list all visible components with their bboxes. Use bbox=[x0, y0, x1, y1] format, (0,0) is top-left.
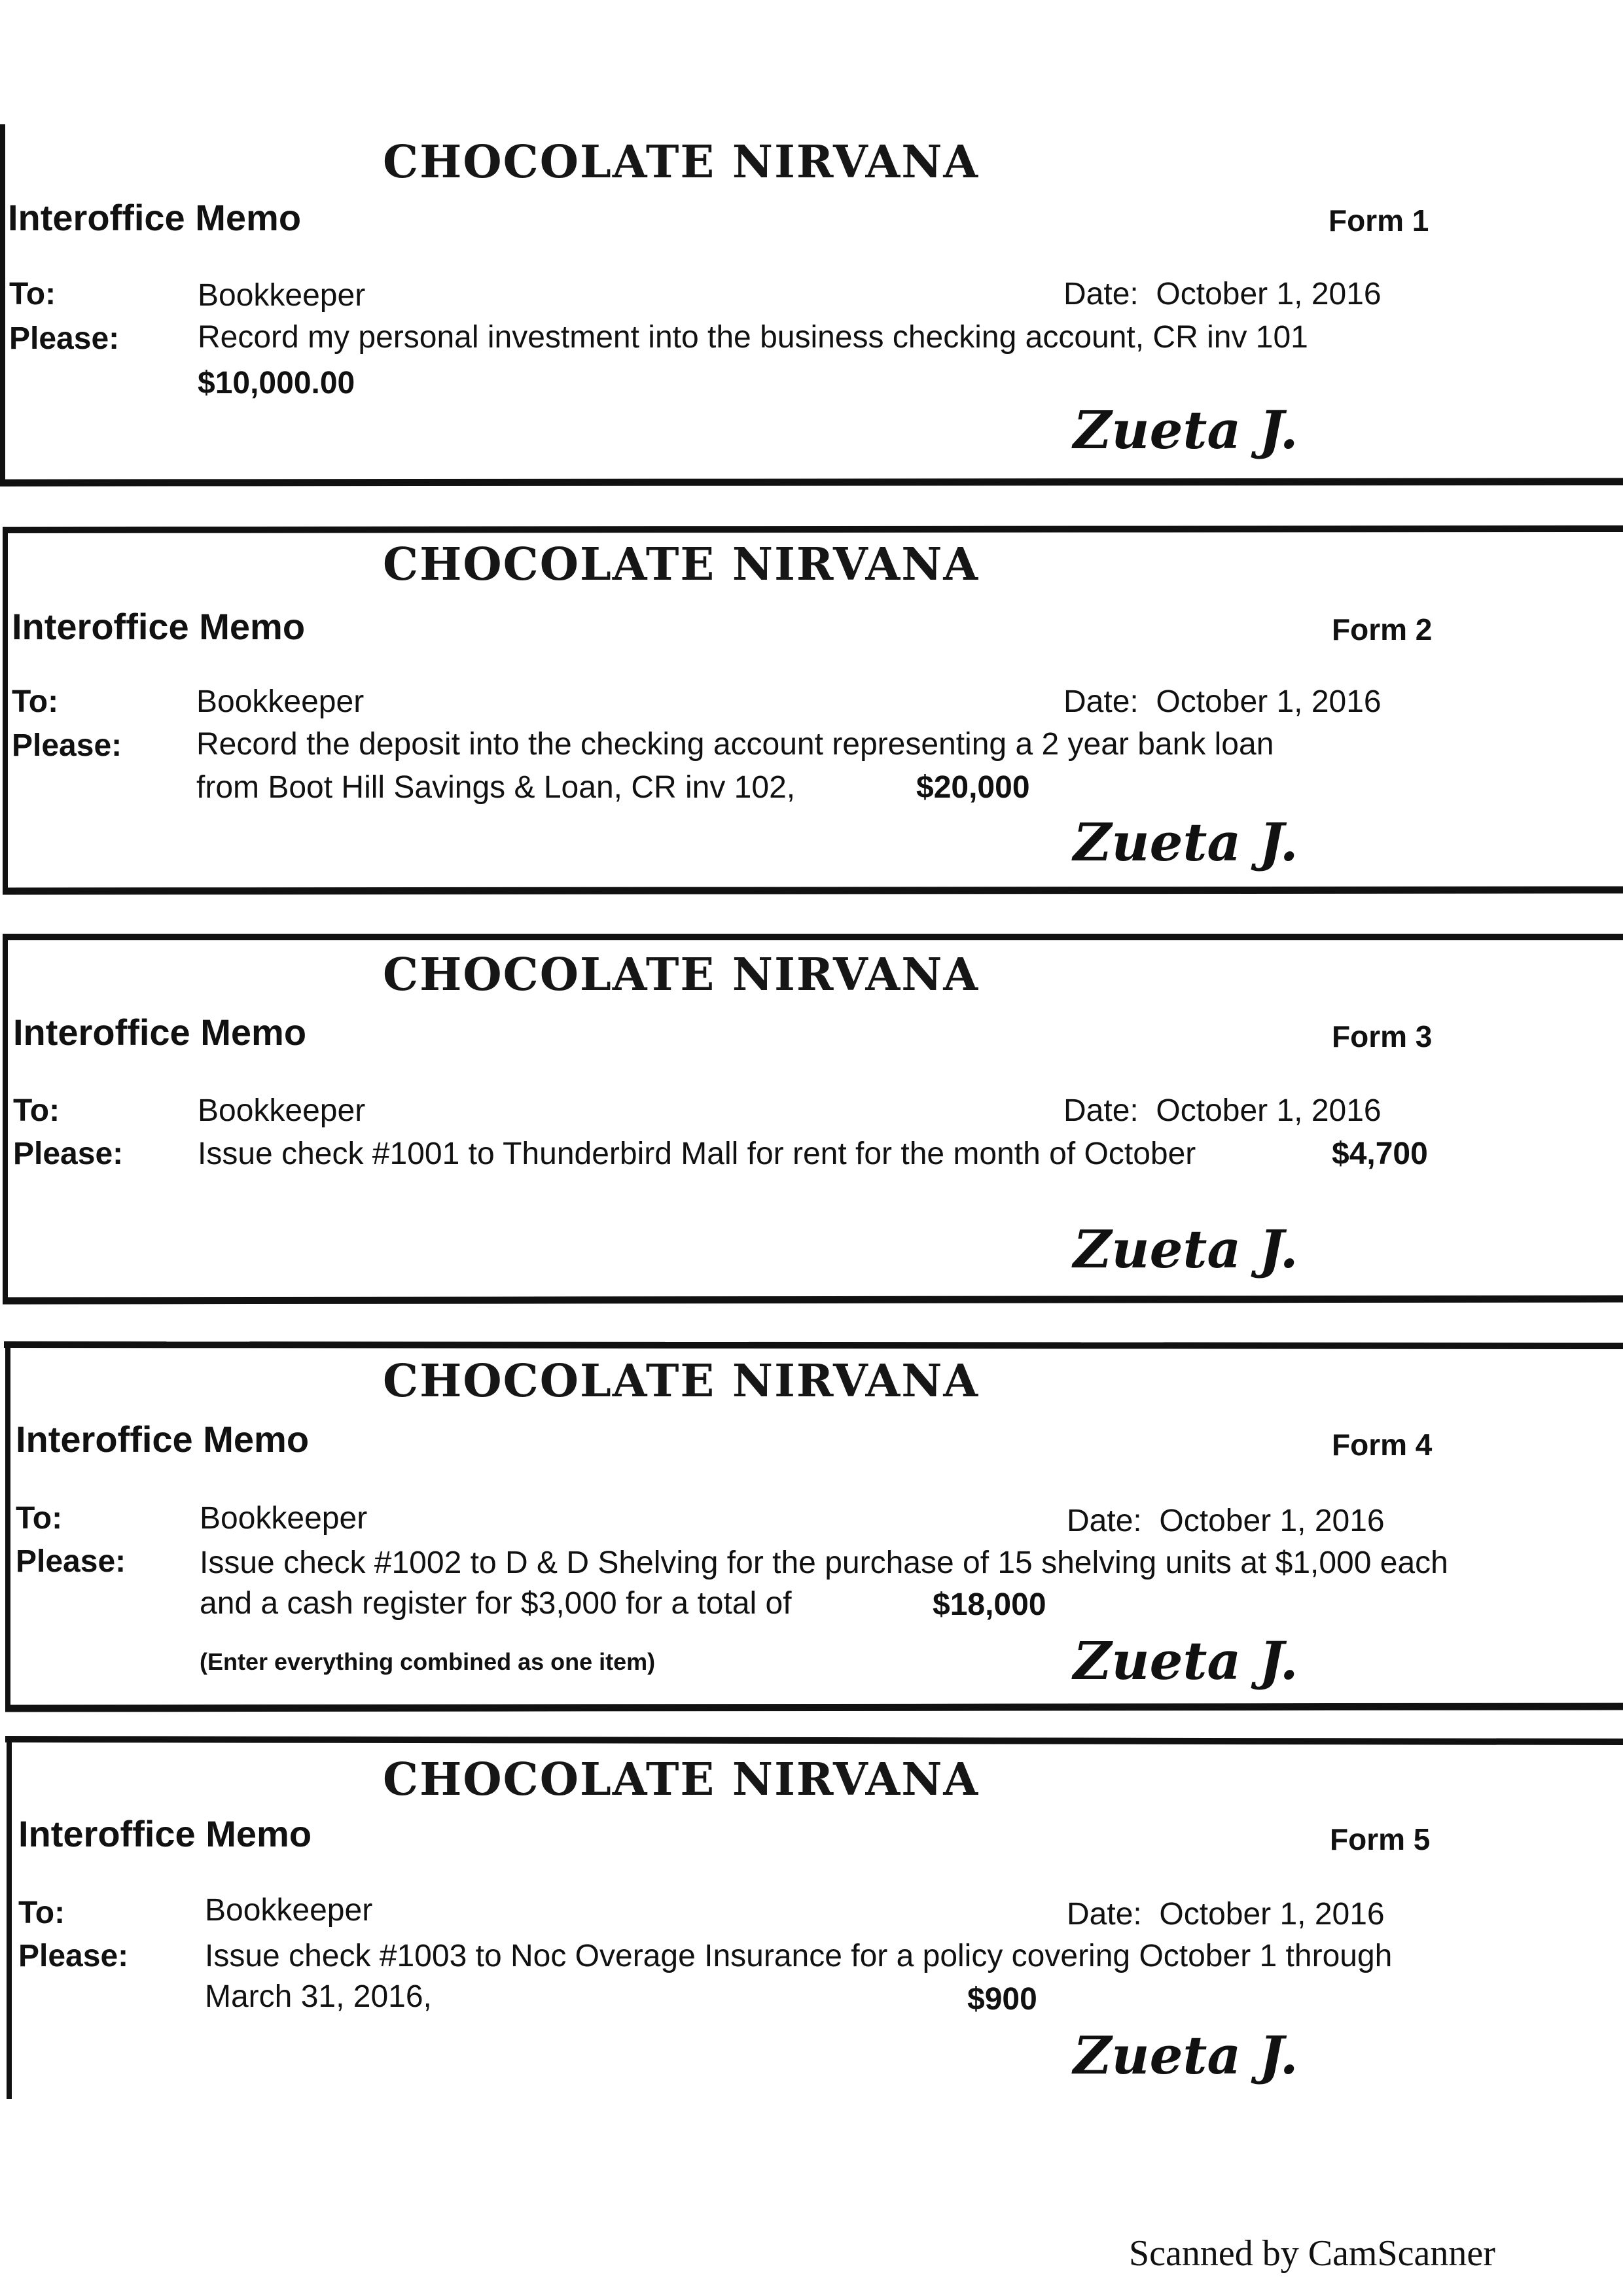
memo-heading: Interoffice Memo bbox=[8, 197, 302, 238]
instruction-line-2: and a cash register for $3,000 for a total of bbox=[200, 1586, 792, 1621]
please-label: Please: bbox=[16, 1544, 126, 1579]
memo-date: Date: October 1, 2016 bbox=[1063, 1093, 1382, 1128]
to-label: To: bbox=[16, 1501, 63, 1536]
form-number: Form 5 bbox=[1330, 1822, 1431, 1856]
company-title: CHOCOLATE NIRVANA bbox=[383, 1754, 980, 1806]
amount: $4,700 bbox=[1332, 1137, 1428, 1171]
company-title: CHOCOLATE NIRVANA bbox=[383, 539, 980, 591]
memo-heading: Interoffice Memo bbox=[13, 1012, 307, 1053]
signature: Zueta J. bbox=[1073, 1630, 1298, 1691]
amount: $20,000 bbox=[916, 770, 1030, 805]
memo-date: Date: October 1, 2016 bbox=[1067, 1897, 1385, 1932]
memo-form-2 bbox=[0, 523, 1623, 900]
to-value: Bookkeeper bbox=[196, 684, 365, 719]
to-value: Bookkeeper bbox=[205, 1893, 373, 1928]
amount: $900 bbox=[967, 1982, 1037, 2017]
to-label: To: bbox=[13, 1093, 60, 1128]
memo-date: Date: October 1, 2016 bbox=[1067, 1504, 1385, 1538]
memo-heading: Interoffice Memo bbox=[12, 606, 306, 647]
to-value: Bookkeeper bbox=[200, 1501, 368, 1536]
please-label: Please: bbox=[9, 321, 120, 356]
amount: $18,000 bbox=[933, 1587, 1046, 1622]
instruction-line-1: Issue check #1003 to Noc Overage Insurance for a policy covering October 1 through bbox=[205, 1939, 1393, 1973]
form-number: Form 2 bbox=[1332, 612, 1433, 646]
please-label: Please: bbox=[18, 1939, 129, 1973]
instruction-line-1: Record the deposit into the checking account representing a 2 year bank loan bbox=[196, 727, 1274, 762]
company-title: CHOCOLATE NIRVANA bbox=[383, 136, 980, 188]
instruction-line-1: Record my personal investment into the business checking account, CR inv 101 bbox=[198, 320, 1308, 355]
to-value: Bookkeeper bbox=[198, 1093, 366, 1128]
instruction-line-1: Issue check #1002 to D & D Shelving for the purchase of 15 shelving units at $1,000 each bbox=[200, 1545, 1448, 1580]
company-title: CHOCOLATE NIRVANA bbox=[383, 1355, 980, 1407]
form-number: Form 4 bbox=[1332, 1428, 1433, 1462]
memo-date: Date: October 1, 2016 bbox=[1063, 277, 1382, 311]
instruction-line-2: from Boot Hill Savings & Loan, CR inv 102, bbox=[196, 770, 796, 805]
please-label: Please: bbox=[12, 728, 122, 763]
signature: Zueta J. bbox=[1073, 2024, 1298, 2086]
scanner-watermark: Scanned by CamScanner bbox=[1129, 2233, 1495, 2274]
memo-date: Date: October 1, 2016 bbox=[1063, 684, 1382, 719]
memo-form-1 bbox=[0, 124, 1623, 491]
instruction-line-1: Issue check #1001 to Thunderbird Mall for rent for the month of October bbox=[198, 1137, 1196, 1171]
memo-form-5 bbox=[0, 1733, 1623, 2099]
signature: Zueta J. bbox=[1073, 811, 1298, 873]
memo-form-3 bbox=[0, 930, 1623, 1309]
amount: $10,000.00 bbox=[198, 366, 355, 400]
company-title: CHOCOLATE NIRVANA bbox=[383, 949, 980, 1001]
memo-heading: Interoffice Memo bbox=[18, 1813, 312, 1854]
to-value: Bookkeeper bbox=[198, 278, 366, 313]
please-label: Please: bbox=[13, 1137, 124, 1171]
instruction-line-2: March 31, 2016, bbox=[205, 1979, 432, 2014]
memo-form-4 bbox=[0, 1338, 1623, 1718]
memo-heading: Interoffice Memo bbox=[16, 1419, 310, 1460]
instruction-note: (Enter everything combined as one item) bbox=[200, 1648, 656, 1675]
to-label: To: bbox=[9, 277, 56, 311]
signature: Zueta J. bbox=[1073, 399, 1298, 461]
form-number: Form 3 bbox=[1332, 1019, 1433, 1053]
form-number: Form 1 bbox=[1329, 203, 1429, 238]
to-label: To: bbox=[18, 1896, 65, 1930]
signature: Zueta J. bbox=[1073, 1218, 1298, 1280]
to-label: To: bbox=[12, 684, 59, 719]
